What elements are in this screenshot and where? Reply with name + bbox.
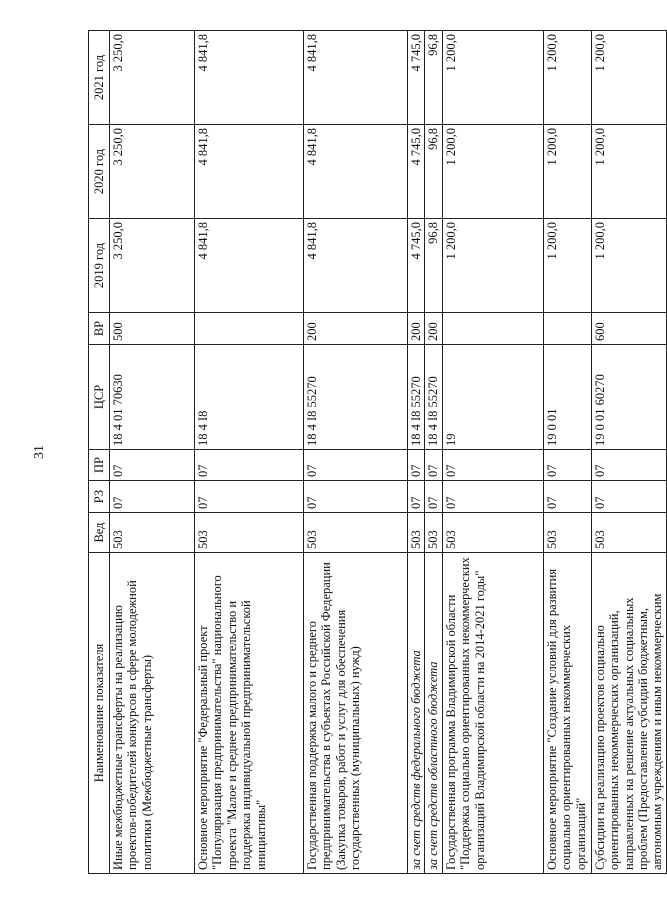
cell-rz: 07 <box>304 481 408 513</box>
header-pr: ПР <box>89 450 110 481</box>
cell-pr: 07 <box>425 450 442 481</box>
header-vr: ВР <box>89 313 110 345</box>
cell-rz: 07 <box>408 481 425 513</box>
cell-ved: 503 <box>195 513 304 553</box>
cell-vr <box>442 313 543 345</box>
cell-2019: 4 841,8 <box>195 219 304 313</box>
cell-2020: 3 250,0 <box>110 125 195 219</box>
cell-ved: 503 <box>304 513 408 553</box>
cell-pr: 07 <box>110 450 195 481</box>
cell-csr: 18 4 I8 55270 <box>304 345 408 450</box>
cell-rz: 07 <box>110 481 195 513</box>
cell-pr: 07 <box>408 450 425 481</box>
cell-2020: 4 841,8 <box>195 125 304 219</box>
cell-ved: 503 <box>591 513 666 553</box>
cell-2019: 4 841,8 <box>304 219 408 313</box>
cell-ved: 503 <box>442 513 543 553</box>
cell-2020: 4 841,8 <box>304 125 408 219</box>
rotated-page-content <box>88 31 665 874</box>
budget-table <box>88 30 667 874</box>
cell-2021: 1 200,0 <box>591 31 666 125</box>
table-body <box>110 31 667 874</box>
cell-csr: 19 0 01 60270 <box>591 345 666 450</box>
cell-name: за счет средств федерального бюджета <box>408 553 425 874</box>
cell-pr: 07 <box>442 450 543 481</box>
table-header-row <box>89 31 110 874</box>
cell-pr: 07 <box>543 450 591 481</box>
cell-2019: 96,8 <box>425 219 442 313</box>
header-rz: РЗ <box>89 481 110 513</box>
cell-ved: 503 <box>408 513 425 553</box>
cell-ved: 503 <box>110 513 195 553</box>
cell-csr: 19 <box>442 345 543 450</box>
header-csr: ЦСР <box>89 345 110 450</box>
cell-vr: 500 <box>110 313 195 345</box>
table-row <box>110 31 195 874</box>
cell-2021: 1 200,0 <box>543 31 591 125</box>
cell-name: Государственная программа Владимирской области "Поддержка социально ориентированных некоммерческих организаций Владимирской области на 2014-2021 годы" <box>442 553 543 874</box>
header-name: Наименование показателя <box>89 553 110 874</box>
table-row <box>442 31 543 874</box>
cell-2021: 1 200,0 <box>442 31 543 125</box>
cell-2021: 96,8 <box>425 31 442 125</box>
cell-2020: 4 745,0 <box>408 125 425 219</box>
table-row <box>195 31 304 874</box>
cell-2020: 1 200,0 <box>442 125 543 219</box>
cell-2020: 1 200,0 <box>543 125 591 219</box>
table-row <box>304 31 408 874</box>
cell-pr: 07 <box>304 450 408 481</box>
table-row <box>408 31 425 874</box>
table-row <box>543 31 591 874</box>
cell-2019: 3 250,0 <box>110 219 195 313</box>
header-2021: 2021 год <box>89 31 110 125</box>
cell-name: Государственная поддержка малого и среднего предпринимательства в субъектах Российской Федерации (Закупка товаров, работ и услуг для обеспечения государственных (муниципальных) нужд) <box>304 553 408 874</box>
cell-rz: 07 <box>543 481 591 513</box>
page-number: 31 <box>32 445 47 459</box>
header-2020: 2020 год <box>89 125 110 219</box>
cell-vr: 200 <box>408 313 425 345</box>
cell-2019: 1 200,0 <box>543 219 591 313</box>
cell-2019: 1 200,0 <box>442 219 543 313</box>
cell-name: Иные межбюджетные трансферты на реализацию проектов-победителей конкурсов в сфере молодежной политики (Межбюджетные трансферты) <box>110 553 195 874</box>
cell-rz: 07 <box>195 481 304 513</box>
cell-rz: 07 <box>425 481 442 513</box>
table-row <box>425 31 442 874</box>
cell-pr: 07 <box>195 450 304 481</box>
cell-name: Субсидии на реализацию проектов социально ориентированных некоммерческих организаций, направленных на решение актуальных социальных проблем (Предоставление субсидий бюджетным, автономным учреждениям и иным некоммерческим <box>591 553 666 874</box>
cell-2021: 4 841,8 <box>304 31 408 125</box>
cell-vr <box>543 313 591 345</box>
cell-2020: 1 200,0 <box>591 125 666 219</box>
cell-csr: 18 4 I8 55270 <box>425 345 442 450</box>
cell-csr: 18 4 01 70630 <box>110 345 195 450</box>
cell-2020: 96,8 <box>425 125 442 219</box>
table-row <box>591 31 666 874</box>
cell-vr <box>195 313 304 345</box>
cell-2021: 3 250,0 <box>110 31 195 125</box>
header-2019: 2019 год <box>89 219 110 313</box>
cell-name: Основное мероприятие "Федеральный проект "Популяризация предпринимательства" национального проекта "Малое и среднее предпринимательство и поддержка индивидуальной предпринимательской инициативы" <box>195 553 304 874</box>
cell-vr: 200 <box>304 313 408 345</box>
cell-rz: 07 <box>442 481 543 513</box>
cell-csr: 19 0 01 <box>543 345 591 450</box>
cell-2019: 4 745,0 <box>408 219 425 313</box>
cell-ved: 503 <box>543 513 591 553</box>
cell-csr: 18 4 I8 <box>195 345 304 450</box>
cell-pr: 07 <box>591 450 666 481</box>
cell-2021: 4 841,8 <box>195 31 304 125</box>
cell-csr: 18 4 I8 55270 <box>408 345 425 450</box>
cell-vr: 600 <box>591 313 666 345</box>
cell-2019: 1 200,0 <box>591 219 666 313</box>
cell-name: Основное мероприятие "Создание условий для развития социально ориентированных некоммерческих организаций" <box>543 553 591 874</box>
cell-2021: 4 745,0 <box>408 31 425 125</box>
cell-vr: 200 <box>425 313 442 345</box>
cell-ved: 503 <box>425 513 442 553</box>
header-ved: Вед <box>89 513 110 553</box>
cell-rz: 07 <box>591 481 666 513</box>
cell-name: за счет средств областного бюджета <box>425 553 442 874</box>
